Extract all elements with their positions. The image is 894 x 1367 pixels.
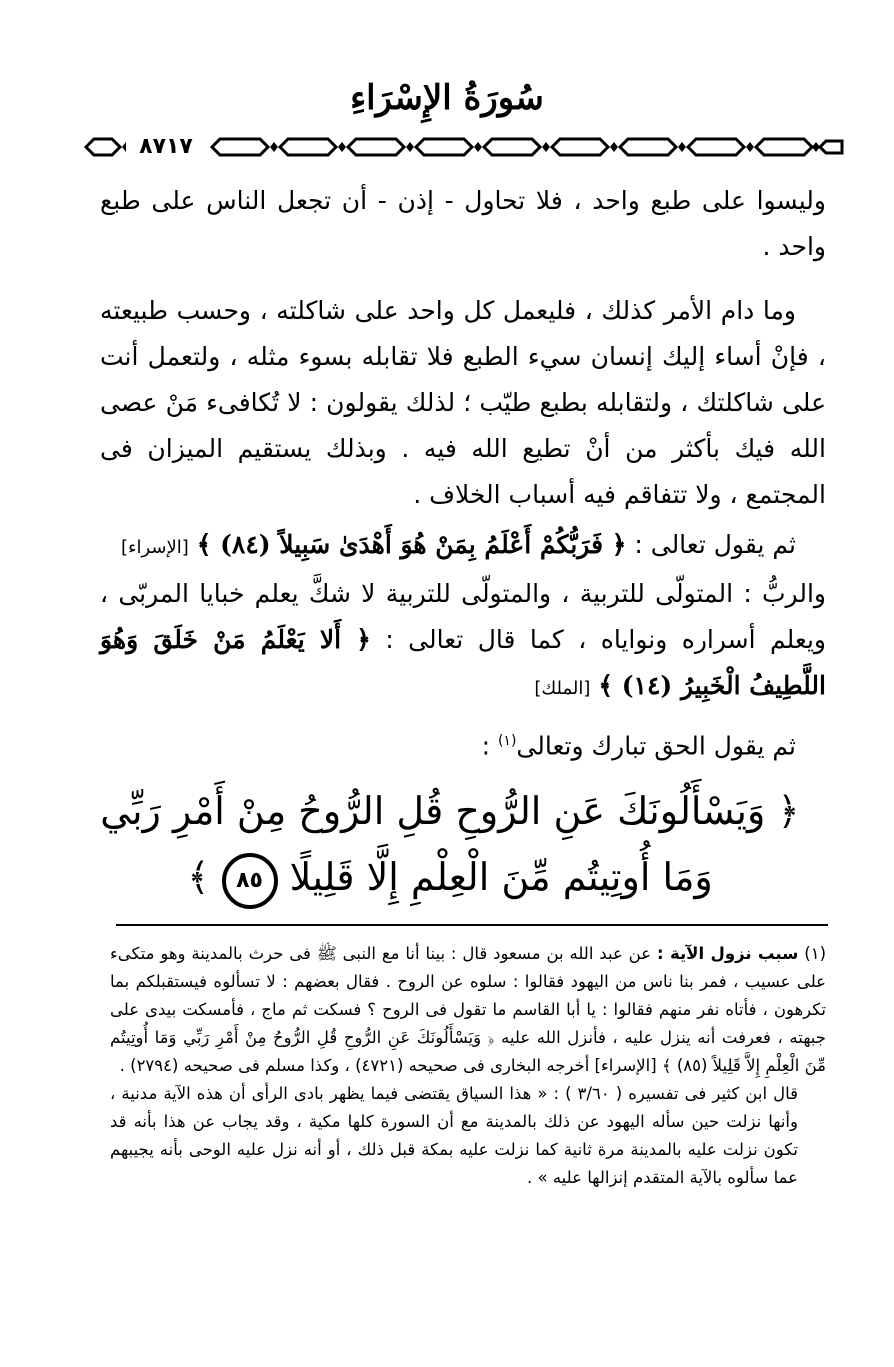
page-number: ٨٧١٧	[126, 132, 206, 162]
footnote-marker: (١)	[804, 944, 826, 963]
body-text-2	[100, 288, 826, 518]
surah-title: سُورَةُ الإِسْرَاءِ	[350, 78, 544, 118]
main-verse-line-2-wrap	[100, 844, 800, 910]
paragraph-4-text: والربُّ : المتولّى للتربية ، والمتولّى للتربية لا شكَّ يعلم خبايا المربّى ، ويعلم أسراره ونواياه ، كما قال تعالى :	[100, 579, 826, 654]
quran-verse-84: ﴿ فَرَبُّكُمْ أَعْلَمُ بِمَنْ هُوَ أَهْدَىٰ سَبِيلاً (٨٤) ﴾	[196, 530, 627, 559]
footnote-divider	[116, 924, 828, 926]
paragraph-5-text: ثم يقول الحق تبارك وتعالى	[516, 731, 796, 761]
main-verse-line-1: ﴿ وَيَسْأَلُونَكَ عَنِ الرُّوحِ قُلِ الرُّوحُ مِنْ أَمْرِ رَبِّي	[100, 789, 800, 833]
footnote-para-2: قال ابن كثير فى تفسيره ( ٣/٦٠ ) : « هذا السياق يقتضى فيما يظهر بادى الرأى أن هذه الآية مدنية ، وأنها نزلت حين سأله اليهود عن ذلك بالمدينة مع أن السورة كلها مكية ، وقد يجاب عن هذا بأنه قد تكون نزلت عليه بالمدينة مرة ثانية كما نزلت عليه بمكة قبل ذلك ، أو أنه نزل عليه الوحى بأنه يجيبهم عما سألوه بالآية المتقدم إنزالها عليه » .	[110, 1084, 798, 1187]
paragraph-5-colon: :	[481, 731, 498, 761]
main-verse-line-2: وَمَا أُوتِيتُم مِّنَ الْعِلْمِ إِلَّا قَلِيلًا	[289, 855, 713, 899]
paragraph-3	[100, 522, 826, 571]
body-text-3	[100, 522, 826, 712]
footnote-text-1: عن عبد الله بن مسعود قال : بينا أنا مع النبى ﷺ فى حرث بالمدينة وهو متكىء على عسيب ، فمر بنا ناس من اليهود فقالوا : سلوه عن الروح . فقال بعضهم : لا تسألوه فيستقبلكم بما تكرهون ، فأتاه نفر منهم فقالوا : يا أبا القاسم ما تقول فى الروح ؟ فسكت ثم ماج ، فأمسكت بيدى على جبهته ، فعرفت أنه ينزل عليه ، فأنزل الله عليه ﴿ وَيَسْأَلُونَكَ عَنِ الرُّوحِ قُلِ الرُّوحُ مِنْ أَمْرِ رَبِّي وَمَا أُوتِيتُم مِّنَ الْعِلْمِ إِلاَّ قَلِيلاً (٨٥) ﴾ [الإسراء] أخرجه البخارى فى صحيحه (٤٧٢١) ، وكذا مسلم فى صحيحه (٢٧٩٤) .	[110, 944, 826, 1075]
paragraph-4	[100, 571, 826, 712]
main-verse	[100, 778, 800, 910]
body-text-4	[100, 718, 826, 769]
main-verse-close: ﴾	[187, 855, 210, 899]
paragraph-5	[100, 718, 826, 769]
paragraph-3-intro: ثم يقول تعالى :	[634, 530, 796, 559]
footnote-heading: سبب نزول الآية :	[656, 944, 799, 963]
body-text	[100, 178, 826, 270]
ayah-number-circle: ٨٥	[222, 853, 278, 909]
paragraph-2: وما دام الأمر كذلك ، فليعمل كل واحد على شاكلته ، وحسب طبيعته ، فإنْ أساء إليك إنسان سيء الطبع فلا تقابله بسوء مثله ، ولتعمل أنت على شاكلتك ، ولتقابله بطبع طيّب ؛ لذلك يقولون : لا تُكافىء مَنْ عصى الله فيك بأكثر من أنْ تطيع الله فيه . وبذلك يستقيم الميزان فى المجتمع ، ولا تتفاقم فيه أسباب الخلاف .	[100, 296, 826, 509]
quran-verse-mulk-14: ﴿ أَلا يَعْلَمُ مَنْ خَلَقَ وَهُوَ اللَّطِيفُ الْخَبِيرُ (١٤) ﴾	[100, 625, 826, 700]
footnote-para-1	[110, 940, 826, 1080]
footnote	[110, 940, 826, 1192]
paragraph-1: وليسوا على طبع واحد ، فلا تحاول - إذن - أن تجعل الناس على طبع واحد .	[100, 186, 826, 261]
verse-ref-mulk: [الملك]	[534, 678, 591, 699]
footnote-reference: (١)	[497, 733, 517, 749]
verse-ref-isra: [الإسراء]	[120, 537, 189, 558]
